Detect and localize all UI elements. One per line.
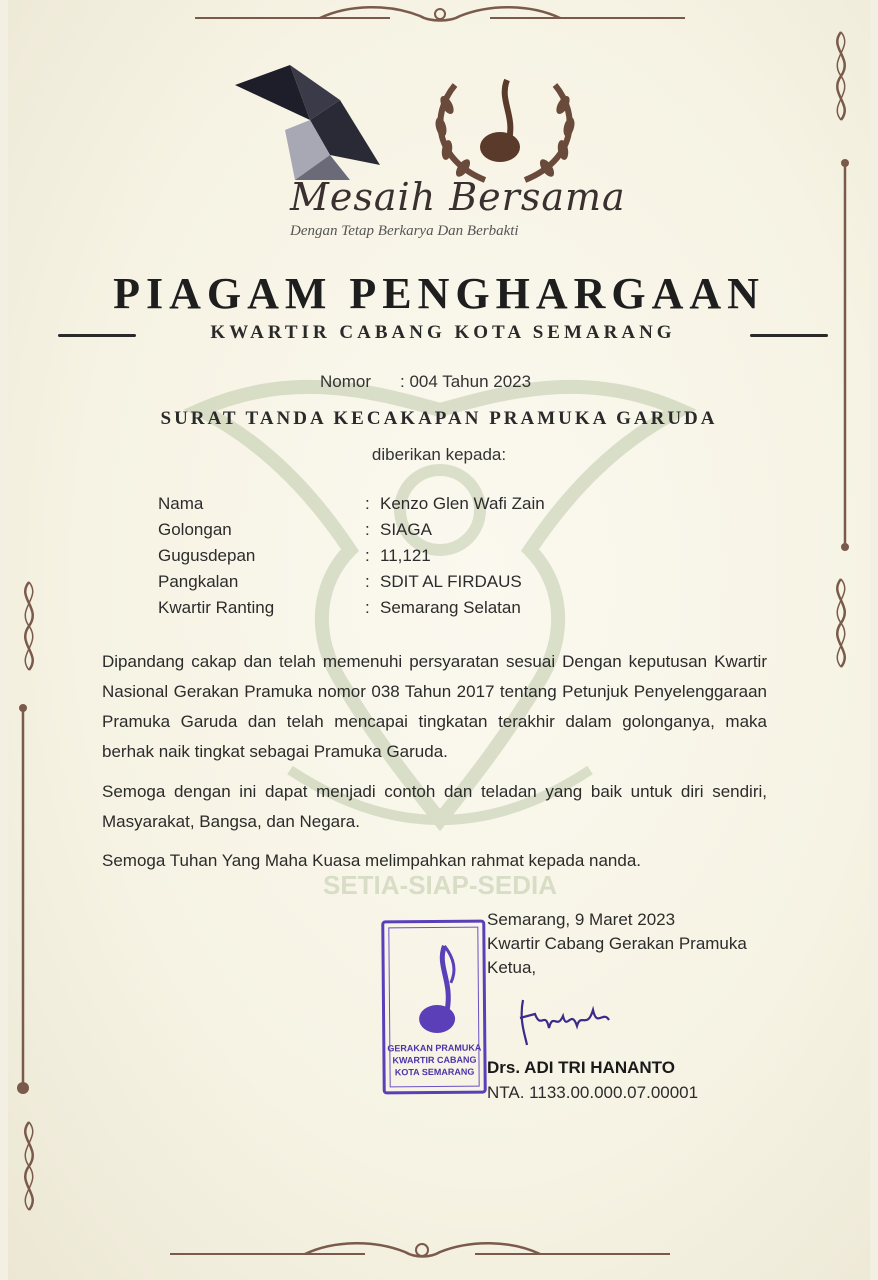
stamp-line-3: KOTA SEMARANG [394, 1066, 475, 1078]
left-flourish-bottom [14, 1118, 44, 1214]
motto-subtitle: Dengan Tetap Berkarya Dan Berbakti [290, 223, 519, 239]
info-value: 11,121 [380, 546, 431, 565]
certificate-subtitle: KWARTIR CABANG KOTA SEMARANG [210, 322, 676, 343]
info-colon: : [365, 520, 370, 539]
info-value: Semarang Selatan [380, 598, 521, 617]
certificate-title: PIAGAM PENGHARGAAN [113, 269, 765, 318]
official-stamp [381, 920, 487, 1095]
info-label: Golongan [158, 520, 232, 539]
signer-name: Drs. ADI TRI HANANTO [487, 1058, 675, 1077]
handwritten-signature [515, 990, 615, 1050]
motto-script: Mesaih Bersama [290, 175, 626, 219]
bottom-border-ornament [165, 1236, 675, 1266]
right-flourish-top [826, 28, 856, 124]
info-value: SDIT AL FIRDAUS [380, 572, 522, 591]
right-vertical-rule [838, 155, 852, 555]
body-paragraph-decision: Dipandang cakap dan telah memenuhi persyaratan sesuai Dengan keputusan Kwartir Nasional Gerakan Pramuka nomor 038 Tahun 2017 tentang Petunjuk Penyelenggaraan Pramuka Garuda dan telah mencapai tingkatan terakhir dalam golonganya, maka berhak naik tingkat sebagai Pramuka Garuda. [102, 652, 767, 761]
info-colon: : [365, 546, 370, 565]
info-label: Kwartir Ranting [158, 598, 275, 617]
right-flourish-middle [826, 575, 856, 671]
left-flourish-top [14, 578, 44, 674]
info-value: SIAGA [380, 520, 432, 539]
document-number-value: : 004 Tahun 2023 [400, 372, 532, 391]
signer-position: Ketua, [487, 958, 537, 977]
info-label: Gugusdepan [158, 546, 256, 565]
tunas-kelapa-icon [414, 941, 465, 1041]
origami-bird-icon [230, 60, 390, 190]
tunas-kelapa-wreath-icon [425, 65, 585, 190]
info-label: Nama [158, 494, 204, 513]
watermark-motto: SETIA-SIAP-SEDIA [322, 870, 558, 900]
given-to-line: diberikan kepada: [371, 445, 507, 464]
document-number-label: Nomor [320, 372, 372, 391]
info-colon: : [365, 572, 370, 591]
place-date: Semarang, 9 Maret 2023 [487, 910, 676, 929]
stamp-line-1: GERAKAN PRAMUKA [387, 1042, 482, 1054]
signer-nta: NTA. 1133.00.000.07.00001 [487, 1083, 699, 1102]
left-vertical-rule [16, 700, 30, 1100]
body-paragraph-blessing: Semoga Tuhan Yang Maha Kuasa melimpahkan rahmat kepada nanda. [102, 851, 642, 870]
info-colon: : [365, 598, 370, 617]
document-number [320, 372, 531, 392]
info-value: Kenzo Glen Wafi Zain [380, 494, 545, 513]
info-label: Pangkalan [158, 572, 239, 591]
right-rule [750, 334, 828, 337]
top-border-ornament [190, 2, 690, 28]
document-type: SURAT TANDA KECAKAPAN PRAMUKA GARUDA [160, 408, 718, 429]
stamp-line-2: KWARTIR CABANG [392, 1054, 477, 1066]
signature-block [487, 910, 747, 982]
header-logo-area [220, 55, 626, 245]
info-colon: : [365, 494, 370, 513]
signing-organization: Kwartir Cabang Gerakan Pramuka [487, 934, 747, 953]
subtitle-row [58, 322, 828, 352]
body-paragraph-wish: Semoga dengan ini dapat menjadi contoh dan teladan yang baik untuk diri sendiri, Masyarakat, Bangsa, dan Negara. [102, 782, 767, 831]
